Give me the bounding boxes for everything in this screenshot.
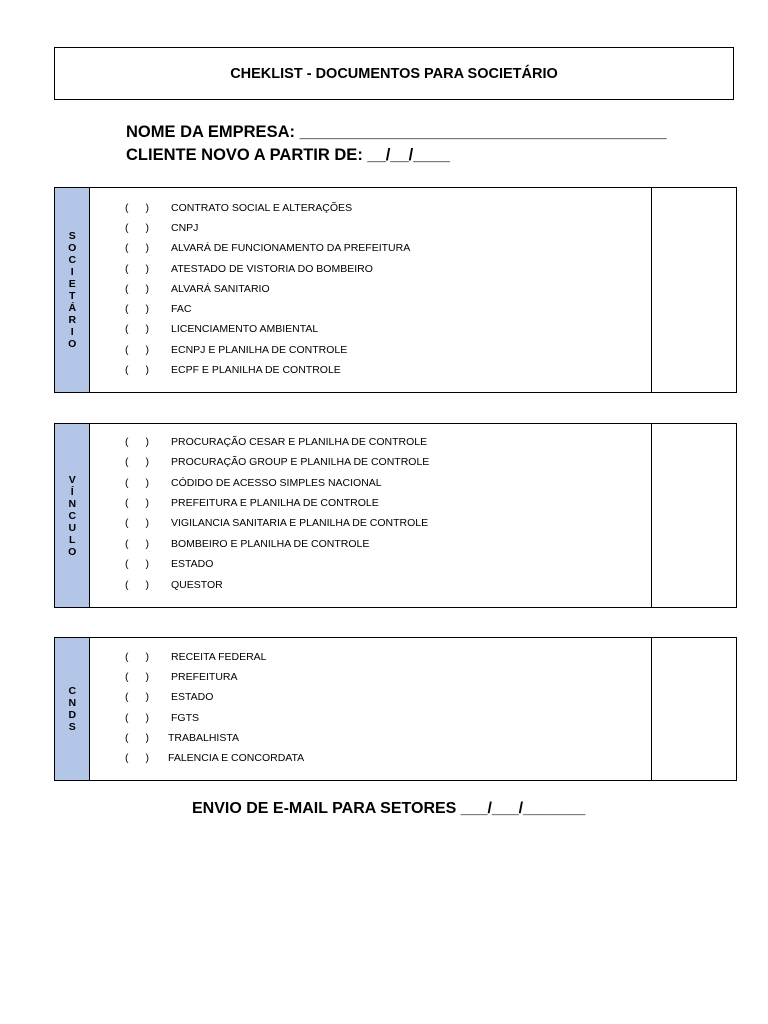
item-label: CONTRATO SOCIAL E ALTERAÇÕES [171, 202, 353, 214]
section-side-label [55, 638, 90, 780]
client-date-line: CLIENTE NOVO A PARTIR DE: __/__/____ [126, 146, 450, 164]
checkbox[interactable]: ( ) [125, 538, 149, 550]
checkbox[interactable]: ( ) [125, 517, 149, 529]
checkbox[interactable]: ( ) [125, 651, 149, 663]
checkbox[interactable]: ( ) [125, 497, 149, 509]
notes-column [652, 424, 736, 607]
checkbox[interactable]: ( ) [125, 752, 149, 764]
item-label: CÓDIDO DE ACESSO SIMPLES NACIONAL [171, 477, 382, 489]
checkbox[interactable]: ( ) [125, 283, 149, 295]
checkbox[interactable]: ( ) [125, 477, 149, 489]
item-label: PROCURAÇÃO GROUP E PLANILHA DE CONTROLE [171, 456, 430, 468]
notes-column [652, 638, 736, 780]
section-items [90, 424, 652, 607]
checkbox[interactable]: ( ) [125, 222, 149, 234]
item-label: ESTADO [171, 558, 214, 570]
item-label: RECEITA FEDERAL [171, 651, 267, 663]
checkbox[interactable]: ( ) [125, 263, 149, 275]
item-label: PREFEITURA [171, 671, 238, 683]
item-label: FGTS [171, 712, 199, 724]
item-label: LICENCIAMENTO AMBIENTAL [171, 323, 319, 335]
section-cnds [54, 637, 737, 781]
item-label: VIGILANCIA SANITARIA E PLANILHA DE CONTROLE [171, 517, 429, 529]
checkbox[interactable]: ( ) [125, 202, 149, 214]
checkbox[interactable]: ( ) [125, 323, 149, 335]
item-label: FALENCIA E CONCORDATA [168, 752, 305, 764]
document-title-text: CHEKLIST - DOCUMENTOS PARA SOCIETÁRIO [230, 65, 558, 82]
checkbox[interactable]: ( ) [125, 242, 149, 254]
notes-column [652, 188, 736, 392]
item-label: BOMBEIRO E PLANILHA DE CONTROLE [171, 538, 370, 550]
document-title [54, 47, 734, 100]
item-label: ECPF E PLANILHA DE CONTROLE [171, 364, 341, 376]
checkbox[interactable]: ( ) [125, 456, 149, 468]
company-name-line: NOME DA EMPRESA: ________________________________________ [126, 123, 667, 141]
checkbox[interactable]: ( ) [125, 732, 149, 744]
email-dispatch-line: ENVIO DE E-MAIL PARA SETORES ___/___/_______ [192, 800, 586, 817]
checkbox[interactable]: ( ) [125, 344, 149, 356]
item-label: TRABALHISTA [168, 732, 239, 744]
checkbox[interactable]: ( ) [125, 558, 149, 570]
item-label: ATESTADO DE VISTORIA DO BOMBEIRO [171, 263, 373, 275]
section-label-cnds: CNDS [66, 685, 79, 733]
section-label-vinculo: VÍNCULO [66, 473, 79, 558]
checkbox[interactable]: ( ) [125, 671, 149, 683]
section-items [90, 188, 652, 392]
checkbox[interactable]: ( ) [125, 303, 149, 315]
item-label: ESTADO [171, 691, 214, 703]
item-label: PROCURAÇÃO CESAR E PLANILHA DE CONTROLE [171, 436, 428, 448]
item-label: ALVARÁ SANITARIO [171, 283, 270, 295]
checkbox[interactable]: ( ) [125, 712, 149, 724]
item-label: ECNPJ E PLANILHA DE CONTROLE [171, 344, 348, 356]
section-items [90, 638, 652, 780]
checkbox[interactable]: ( ) [125, 364, 149, 376]
section-societario [54, 187, 737, 393]
item-label: ALVARÁ DE FUNCIONAMENTO DA PREFEITURA [171, 242, 411, 254]
section-label-societario: SOCIETÁRIO [66, 230, 79, 350]
item-label: QUESTOR [171, 579, 223, 591]
checkbox[interactable]: ( ) [125, 579, 149, 591]
item-label: PREFEITURA E PLANILHA DE CONTROLE [171, 497, 379, 509]
checkbox[interactable]: ( ) [125, 436, 149, 448]
section-vinculo [54, 423, 737, 608]
checkbox[interactable]: ( ) [125, 691, 149, 703]
item-label: FAC [171, 303, 192, 315]
section-side-label [55, 188, 90, 392]
section-side-label [55, 424, 90, 607]
item-label: CNPJ [171, 222, 199, 234]
